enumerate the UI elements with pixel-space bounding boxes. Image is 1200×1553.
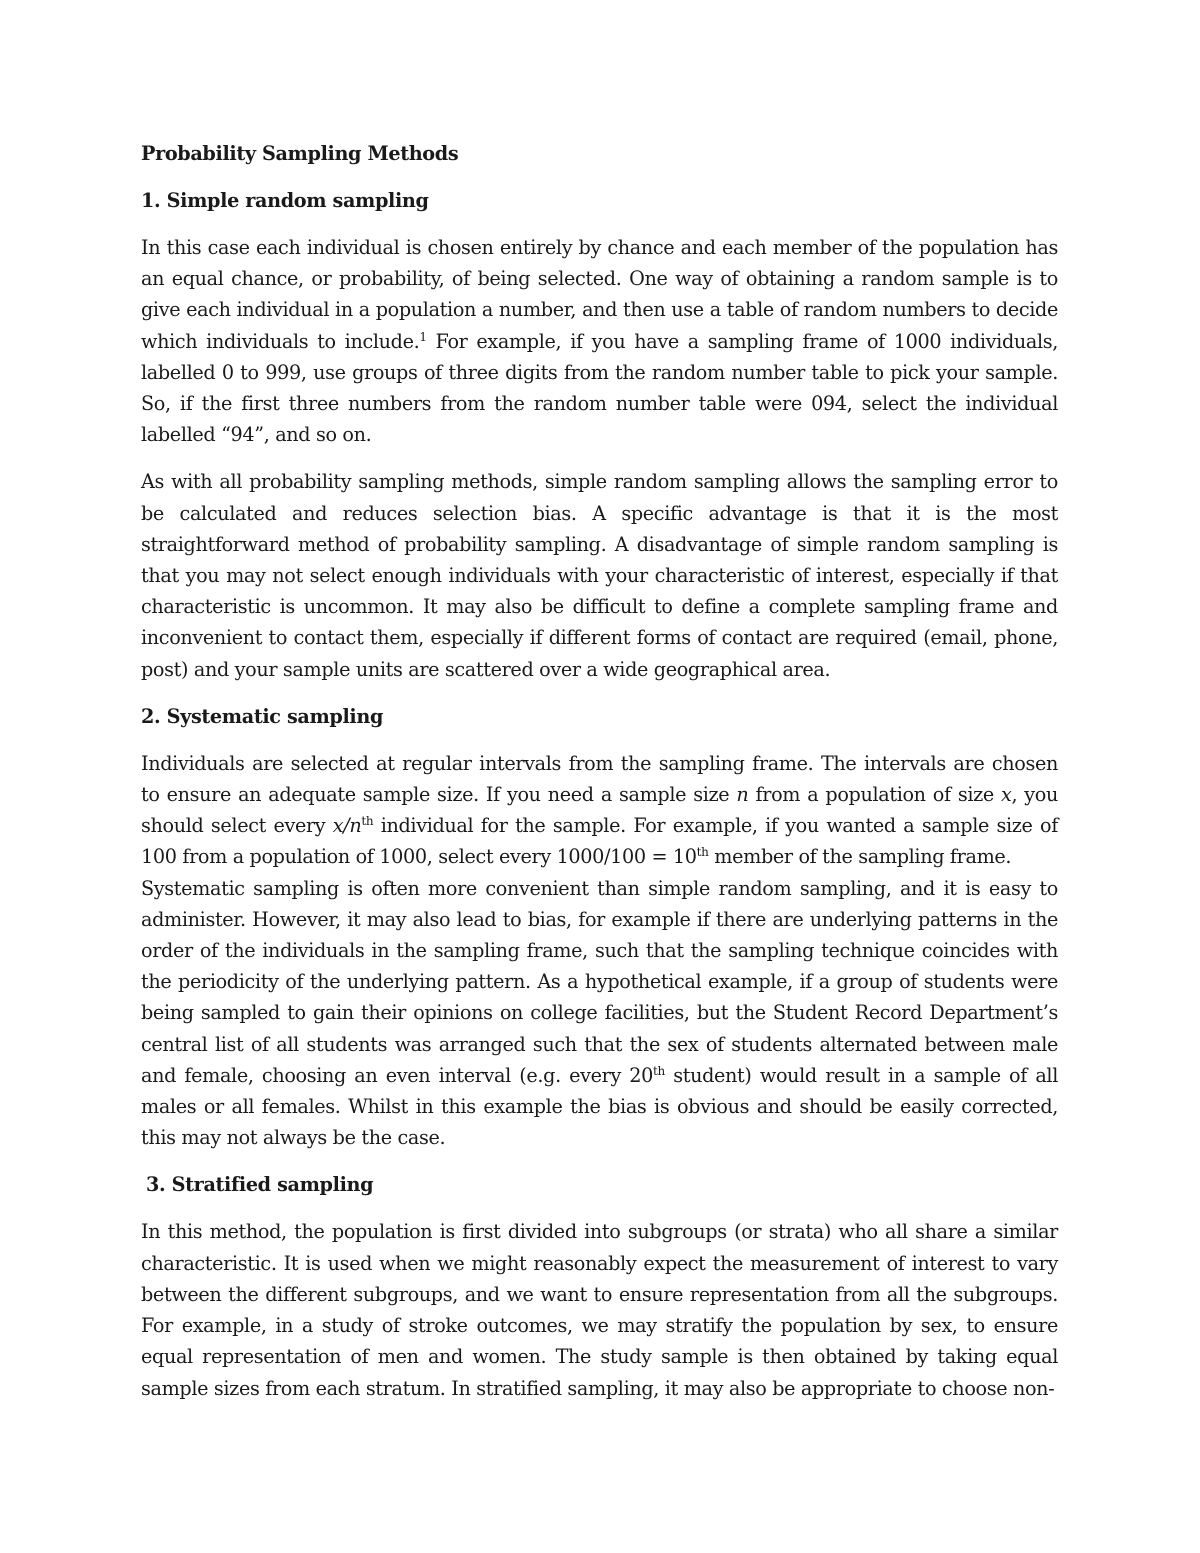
ordinal-suffix: th	[696, 845, 709, 860]
systematic-p1-text-e: member of the sampling frame.	[708, 845, 1012, 869]
systematic-p2-text-b: student) would result in a sample of all males or all females. Whilst in this example the bias is obvious and should be easily corrected, this may not always be the case.	[141, 1063, 1059, 1150]
simple-random-p1-text-b: For example, if you have a sampling frame of 1000 individuals, labelled 0 to 999, use groups of three digits from the random number table to pick your sample. So, if the first three numbers from the random number table were 094, select the individual labelled “94”, and so on.	[141, 329, 1059, 447]
systematic-p1-text-d: individual for the sample. For example, if you wanted a sample size of 100 from a population of 1000, select every 1000/100 = 10	[141, 814, 1059, 869]
systematic-p1-text-a: Individuals are selected at regular intervals from the sampling frame. The intervals are chosen to ensure an adequate sample size. If you need a sample size	[141, 751, 1058, 807]
systematic-p2-text-a: Systematic sampling is often more convenient than simple random sampling, and it is easy to administer. However, it may also lead to bias, for example if there are underlying patterns in the order of the individuals in the sampling frame, such that the sampling technique coincides with the periodicity of the underlying pattern. As a hypothetical example, if a group of students were being sampled to gain their opinions on college facilities, but the Student Record Department’s central list of all students was arranged such that the sex of students alternated between male and female, choosing an even interval (e.g. every 20	[141, 876, 1058, 1087]
section-heading-simple-random: 1. Simple random sampling	[141, 189, 429, 212]
stratified-paragraph-1: In this method, the population is first divided into subgroups (or strata) who all share a similar characteristic. It is used when we might reasonably expect the measurement of interest to vary between the different subgroups, and we want to ensure representation from all the subgroups. For example, in a study of stroke outcomes, we may stratify the population by sex, to ensure equal representation of men and women. The study sample is then obtained by taking equal sample sizes from each stratum. In stratified sampling, it may also be appropriate to choose non-	[141, 1220, 1058, 1400]
variable-n: n	[736, 783, 749, 807]
footnote-reference[interactable]: 1	[419, 329, 427, 344]
simple-random-p1-text-a: In this case each individual is chosen entirely by chance and each member of the population has an equal chance, or probability, of being selected. One way of obtaining a random sample is to give each individual in a population a number, and then use a table of random numbers to decide which individuals to include.	[141, 236, 1058, 353]
systematic-paragraph-2	[141, 873, 1058, 1154]
document-title: Probability Sampling Methods	[141, 142, 459, 165]
section-heading-stratified: 3. Stratified sampling	[146, 1173, 374, 1197]
ordinal-suffix: th	[653, 1063, 665, 1078]
simple-random-paragraph-1	[141, 232, 1058, 450]
systematic-paragraph-1	[141, 748, 1058, 873]
variable-x: x	[1000, 783, 1012, 807]
section-heading-systematic: 2. Systematic sampling	[141, 704, 384, 728]
systematic-p1-text-b: from a population of size	[748, 783, 1001, 807]
document-page	[141, 138, 1058, 1420]
ordinal-suffix: th	[361, 814, 374, 829]
variable-x-over-n: x/n	[332, 814, 362, 838]
simple-random-paragraph-2: As with all probability sampling methods, simple random sampling allows the sampling error to be calculated and reduces selection bias. A specific advantage is that it is the most straightforward method of probability sampling. A disadvantage of simple random sampling is that you may not select enough individuals with your characteristic of interest, especially if that characteristic is uncommon. It may also be difficult to define a complete sampling frame and inconvenient to contact them, especially if different forms of contact are required (email, phone, post) and your sample units are scattered over a wide geographical area.	[141, 470, 1058, 681]
systematic-p1-text-c: , you should select every	[141, 783, 1058, 838]
